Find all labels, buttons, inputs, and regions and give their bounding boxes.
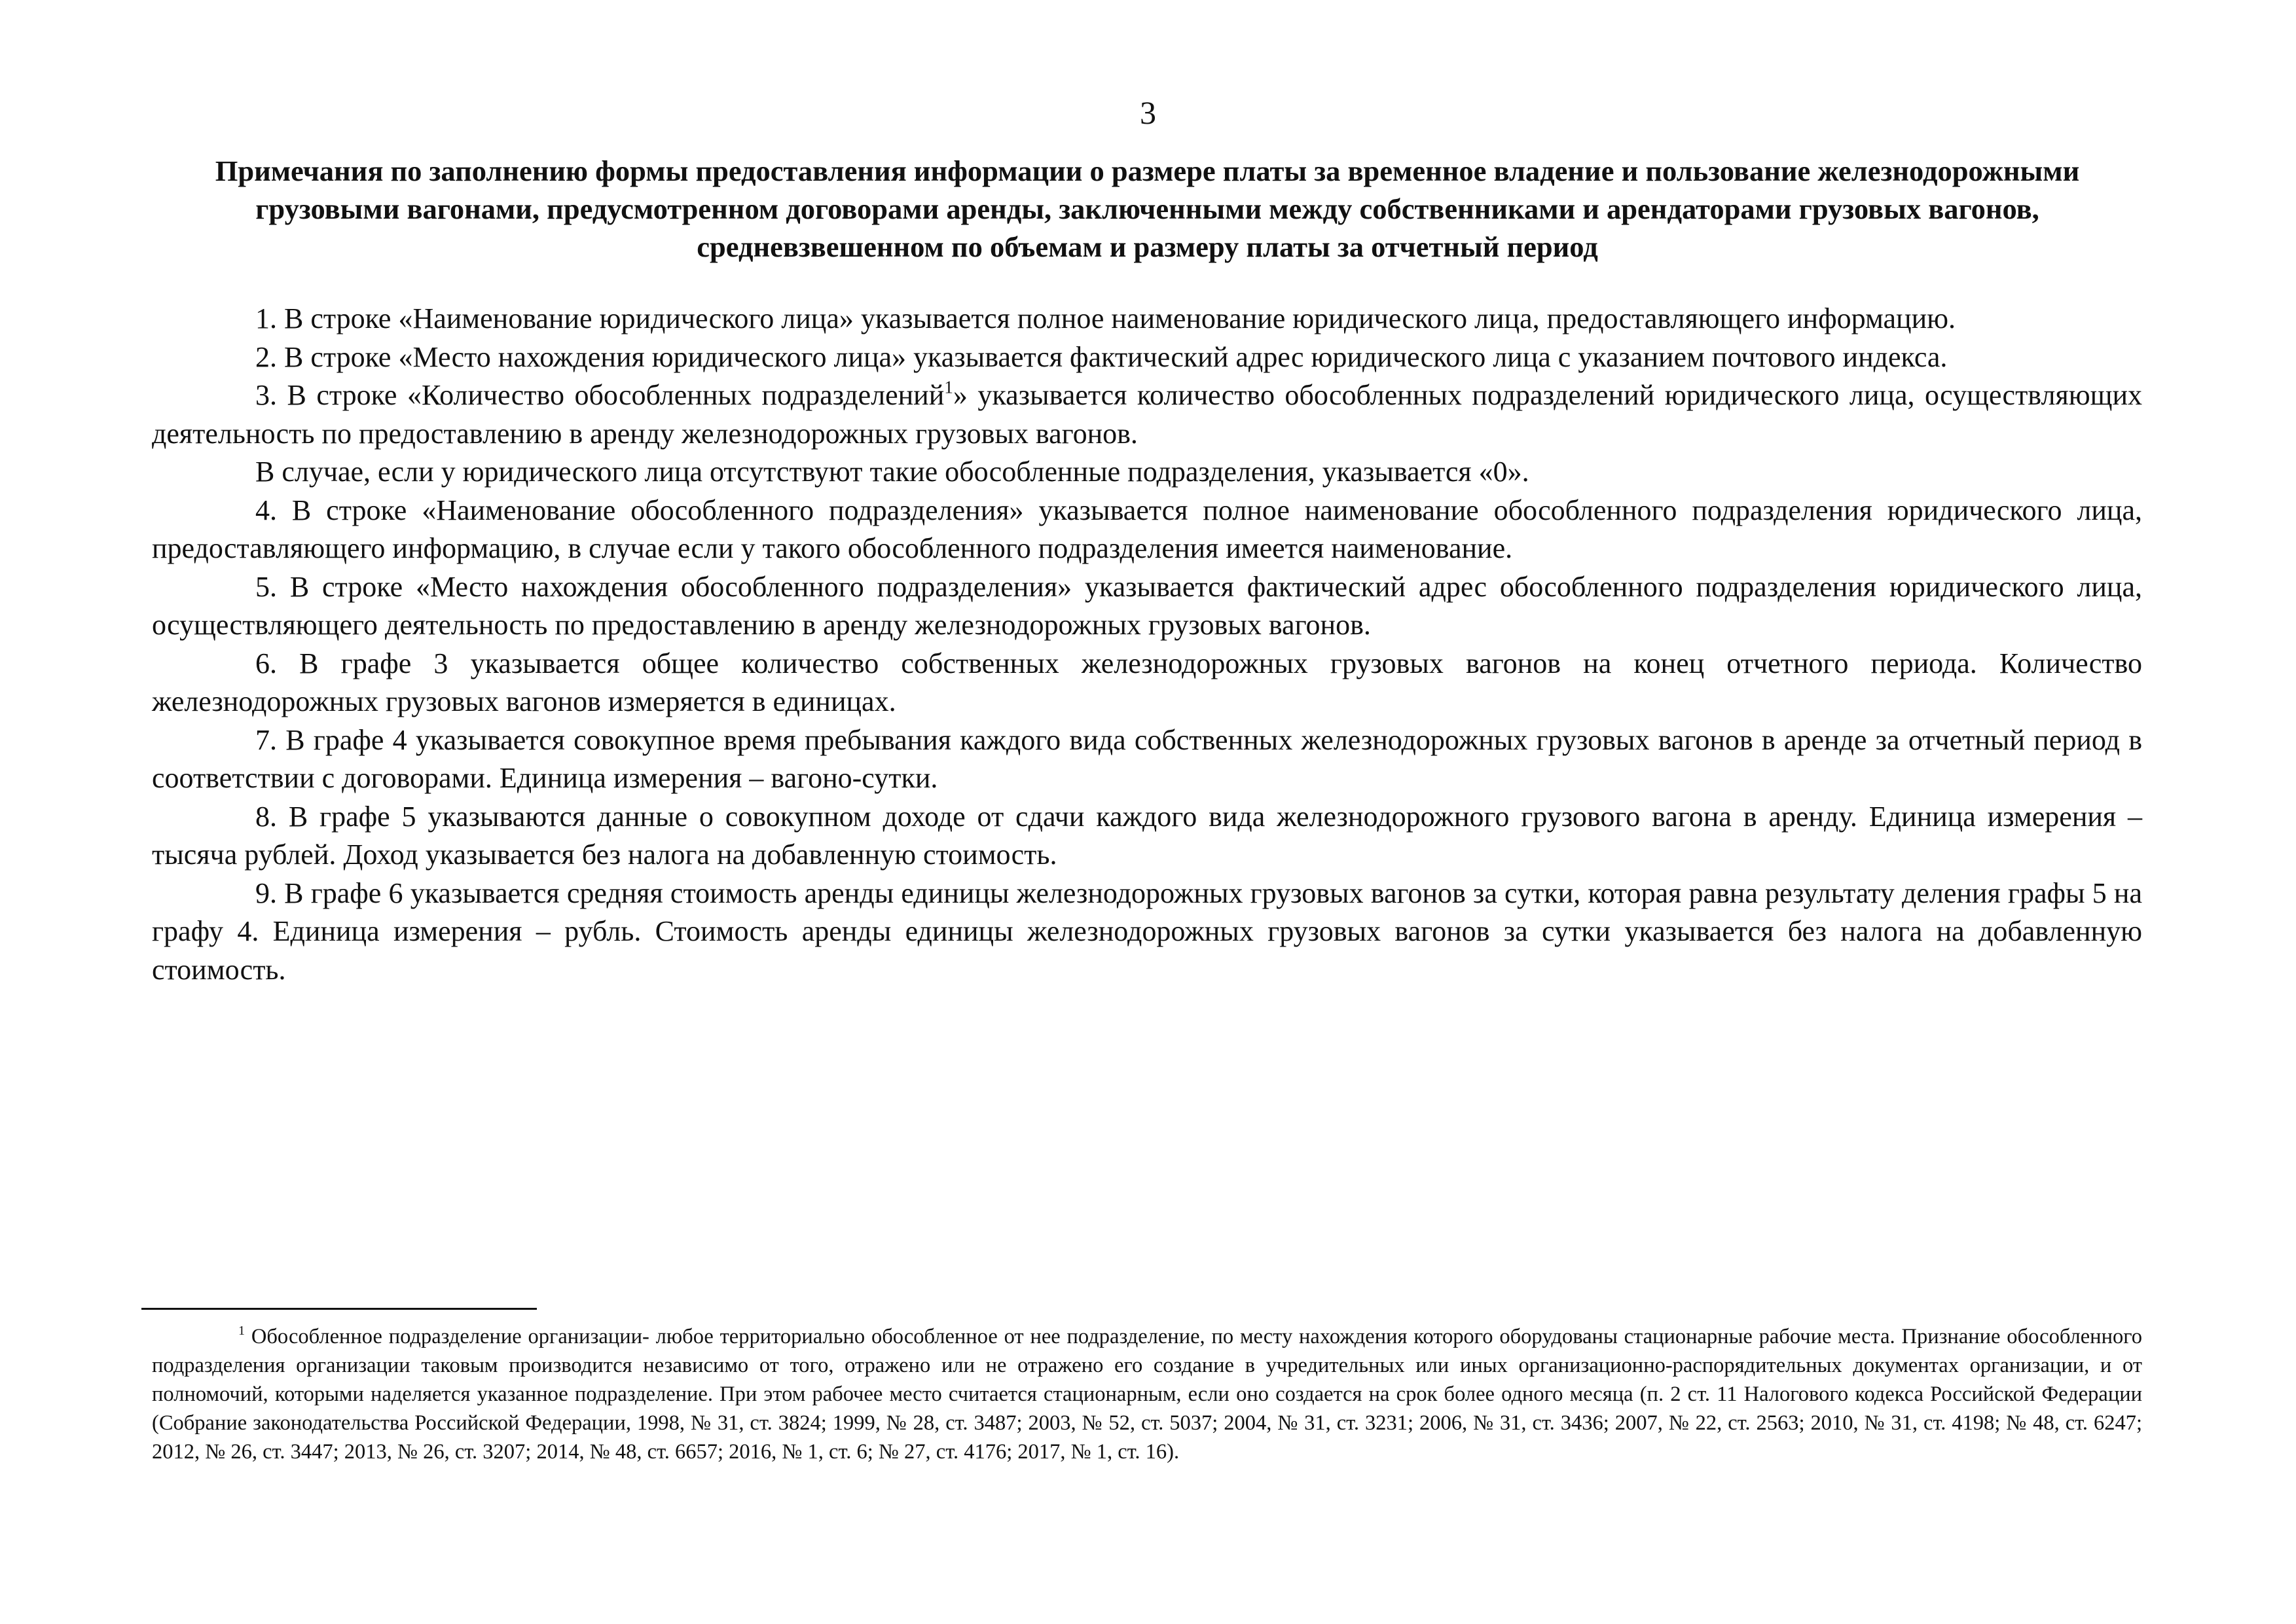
notes-body bbox=[152, 300, 2142, 989]
footnote-text: Обособленное подразделение организации- любое территориально обособленное от нее подразделение, по месту нахождения которого оборудованы стационарные рабочие места. Признание обособленного подразделения организации таковым производится независимо от того, отражено или не отражено его создание в учредительных или иных организационно-распорядительных документах организации, и от полномочий, которыми наделяется указанное подразделение. При этом рабочее место считается стационарным, если оно создается на срок более одного месяца (п. 2 ст. 11 Налогового кодекса Российской Федерации (Собрание законодательства Российской Федерации, 1998, № 31, ст. 3824; 1999, № 28, ст. 3487; 2003, № 52, ст. 5037; 2004, № 31, ст. 3231; 2006, № 31, ст. 3436; 2007, № 22, ст. 2563; 2010, № 31, ст. 4198; № 48, ст. 6247; 2012, № 26, ст. 3447; 2013, № 26, ст. 3207; 2014, № 48, ст. 6657; 2016, № 1, ст. 6; № 27, ст. 4176; 2017, № 1, ст. 16). bbox=[152, 1325, 2142, 1464]
note-paragraph-2: 2. В строке «Место нахождения юридического лица» указывается фактический адрес юридического лица с указанием почтового индекса. bbox=[255, 340, 1948, 373]
footnote-paragraph bbox=[152, 1322, 2142, 1466]
note-paragraph-8: 8. В графе 5 указываются данные о совокупном доходе от сдачи каждого вида железнодорожного грузового вагона в аренду. Единица измерения – тысяча рублей. Доход указывается без налога на добавленную стоимость. bbox=[152, 800, 2142, 871]
page-number: 3 bbox=[1140, 94, 1156, 131]
note-paragraph-7: 7. В графе 4 указывается совокупное время пребывания каждого вида собственных железнодорожных грузовых вагонов в аренде за отчетный период в соответствии с договорами. Единица измерения – вагоно-сутки. bbox=[152, 723, 2142, 794]
note-paragraph-9: 9. В графе 6 указывается средняя стоимость аренды единицы железнодорожных грузовых вагонов за сутки, которая равна результату деления графы 5 на графу 4. Единица измерения – рубль. Стоимость аренды единицы железнодорожных грузовых вагонов за сутки указывается без налога на добавленную стоимость. bbox=[152, 876, 2142, 986]
note-paragraph-4: 4. В строке «Наименование обособленного подразделения» указывается полное наименование обособленного подразделения юридического лица, предоставляющего информацию, в случае если у такого обособленного подразделения имеется наименование. bbox=[152, 494, 2142, 564]
note-paragraph-3-end: » указывается количество обособленных подразделений юридического лица, осуществляющих деятельность по предоставлению в аренду железнодорожных грузовых вагонов. bbox=[152, 379, 2142, 450]
footnote bbox=[152, 1322, 2142, 1466]
footnote-marker: 1 bbox=[238, 1323, 246, 1338]
footnote-reference: 1 bbox=[944, 377, 953, 397]
note-paragraph-3 bbox=[152, 376, 2142, 453]
note-paragraph-6: 6. В графе 3 указывается общее количество собственных железнодорожных грузовых вагонов на конец отчетного периода. Количество железнодорожных грузовых вагонов измеряется в единицах. bbox=[152, 647, 2142, 717]
document-title: Примечания по заполнению формы предоставления информации о размере платы за временное владение и пользование железнодорожными грузовыми вагонами, предусмотренном договорами аренды, заключенными между собственниками и арендаторами грузовых вагонов, средневзвешенном по объемам и размеру платы за отчетный период bbox=[215, 154, 2080, 263]
footnote-divider bbox=[141, 1308, 537, 1310]
note-paragraph-1: 1. В строке «Наименование юридического лица» указывается полное наименование юридического лица, предоставляющего информацию. bbox=[255, 302, 1956, 334]
note-paragraph-3-continuation: В случае, если у юридического лица отсутствуют такие обособленные подразделения, указывается «0». bbox=[255, 456, 1529, 488]
note-paragraph-5: 5. В строке «Место нахождения обособленного подразделения» указывается фактический адрес обособленного подразделения юридического лица, осуществляющего деятельность по предоставлению в аренду железнодорожных грузовых вагонов. bbox=[152, 570, 2142, 641]
note-paragraph-3-start: 3. В строке «Количество обособленных подразделений bbox=[255, 379, 945, 411]
